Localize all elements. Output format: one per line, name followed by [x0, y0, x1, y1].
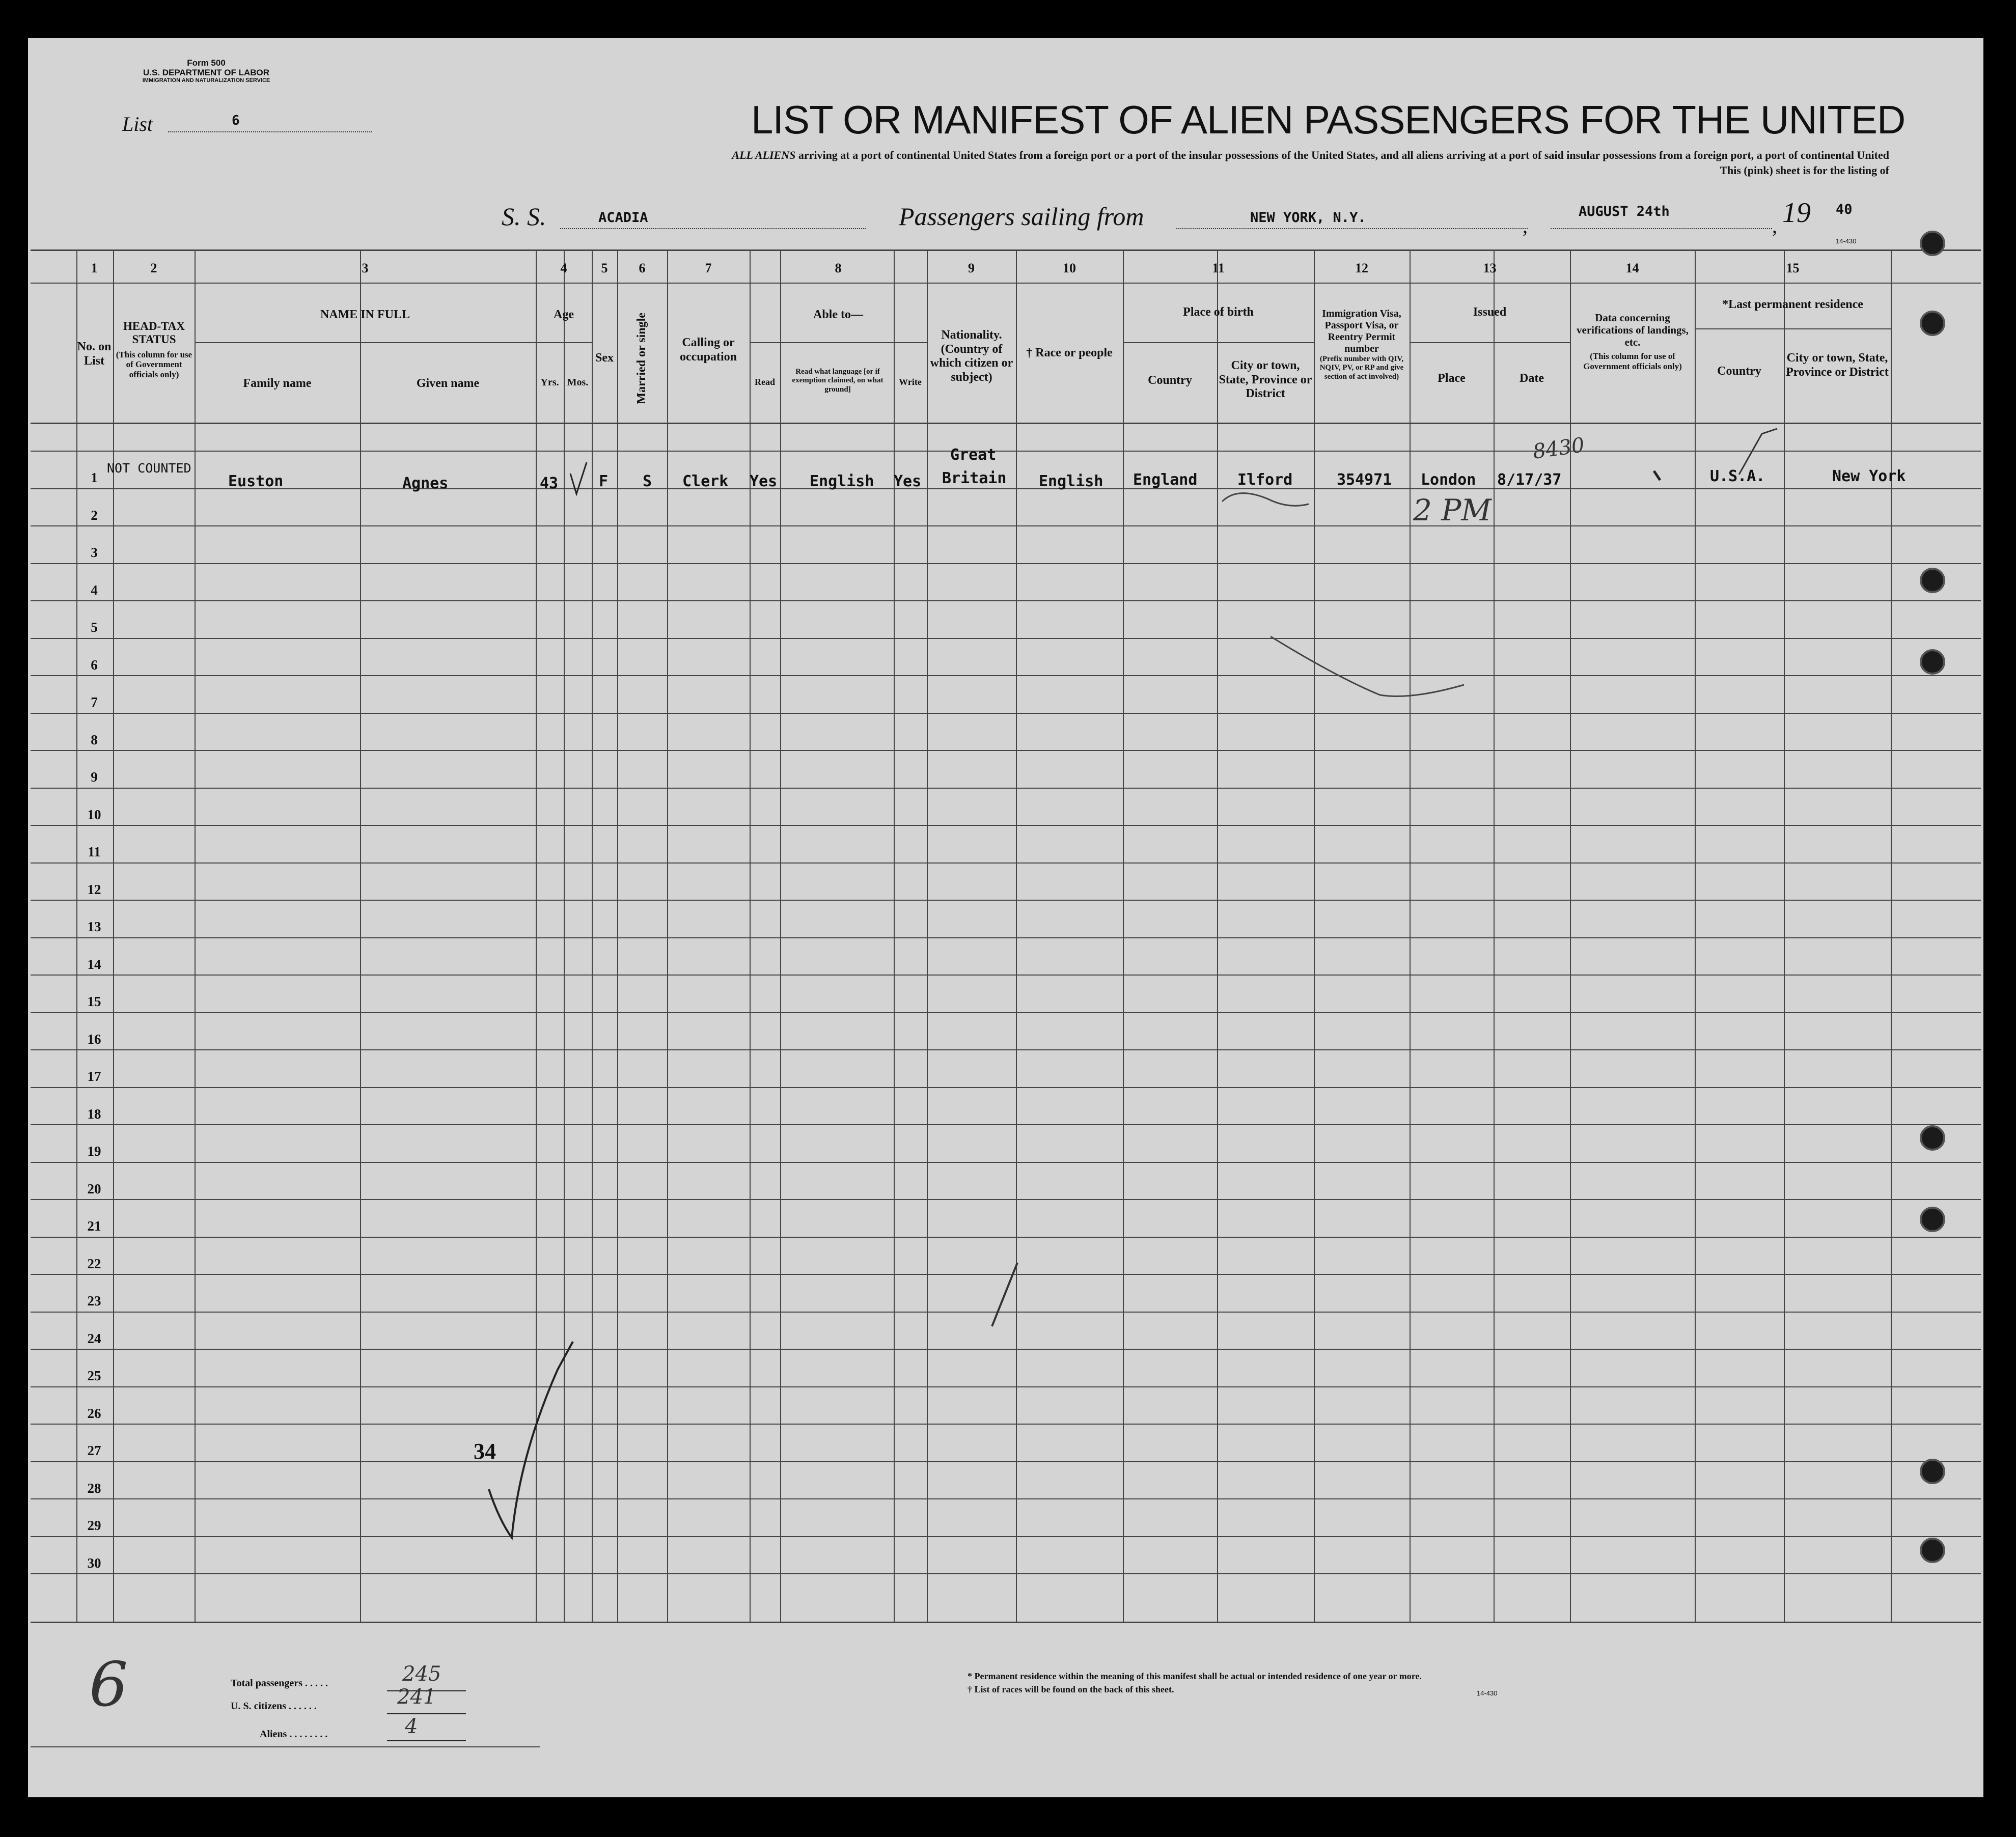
header-res-city: City or town, State, Province or District — [1786, 351, 1889, 379]
footnote-permanent-residence: * Permanent residence within the meaning of this manifest shall be actual or intended residence of one year or more. — [968, 1671, 1422, 1681]
row-number: 21 — [87, 1218, 101, 1234]
colnum-6: 6 — [639, 261, 646, 275]
year-suffix: 40 — [1836, 202, 1853, 217]
pen-curve — [1271, 636, 1464, 697]
header-birth-city: City or town, State, Province or District — [1219, 359, 1312, 401]
punch-hole — [1920, 568, 1945, 593]
checkmark-residence — [1739, 429, 1777, 475]
colnum-8: 8 — [835, 261, 842, 275]
row-number: 7 — [91, 694, 98, 710]
head-tax-status: NOT COUNTED — [107, 461, 191, 476]
header-yrs: Yrs. — [540, 377, 559, 388]
sex: F — [599, 472, 609, 490]
department-name: U.S. DEPARTMENT OF LABOR — [143, 67, 270, 77]
given-name: Agnes — [402, 475, 449, 492]
colnum-5: 5 — [601, 261, 608, 275]
occupation: Clerk — [682, 472, 729, 490]
row-number: 8 — [91, 732, 98, 747]
colnum-4: 4 — [560, 261, 567, 275]
row-number: 2 — [91, 508, 98, 523]
form-number: Form 500 — [187, 58, 226, 68]
header-sex: Sex — [595, 351, 614, 365]
header-family-name: Family name — [243, 377, 312, 390]
punch-hole — [1920, 1459, 1945, 1484]
row-number: 9 — [91, 769, 98, 785]
year-prefix: 19 — [1782, 197, 1811, 229]
page-title: LIST OR MANIFEST OF ALIEN PASSENGERS FOR THE UNITED — [751, 97, 1905, 142]
visa-note: (Prefix number with QIV, NQIV, PV, or RP and give section of act involved) — [1319, 355, 1404, 381]
pen-stroke — [992, 1263, 1017, 1326]
row-number: 24 — [87, 1331, 101, 1346]
colnum-14: 14 — [1625, 261, 1639, 275]
tally-number: 34 — [474, 1439, 496, 1464]
row-number: 23 — [87, 1293, 101, 1309]
colnum-10: 10 — [1063, 261, 1076, 275]
row-number: 5 — [91, 620, 98, 635]
age-years: 43 — [540, 475, 559, 492]
visa-label: Immigration Visa, Passport Visa, or Reentry Permit number — [1322, 308, 1401, 354]
header-no-on-list: No. on List — [77, 340, 112, 368]
colnum-2: 2 — [150, 261, 157, 275]
checkmark-age — [570, 462, 587, 494]
header-name-in-full: NAME IN FULL — [320, 308, 410, 321]
residence-country: U.S.A. — [1710, 467, 1765, 485]
header-calling: Calling or occupation — [679, 336, 737, 364]
aliens-count: 4 — [405, 1715, 418, 1738]
us-citizens-label: U. S. citizens . . . . . . — [231, 1701, 317, 1712]
corner-code: 14-430 — [1836, 237, 1857, 245]
sailing-label: Passengers sailing from — [899, 202, 1144, 231]
margin-number: 6 — [89, 1650, 128, 1720]
comma-2: , — [1772, 214, 1777, 237]
visa-number: 354971 — [1337, 471, 1392, 489]
can-write: Yes — [894, 472, 922, 490]
row-number: 13 — [87, 919, 101, 934]
row-number: 16 — [87, 1032, 101, 1047]
row-number: 6 — [91, 657, 98, 673]
all-aliens-label: ALL ALIENS — [732, 149, 796, 161]
row-number: 15 — [87, 994, 101, 1009]
port-text: NEW YORK, N.Y. — [1250, 210, 1366, 226]
colnum-7: 7 — [705, 261, 712, 275]
punch-hole — [1920, 1538, 1945, 1563]
colnum-15: 15 — [1786, 261, 1800, 275]
row-number: 29 — [87, 1518, 101, 1533]
head-tax-note: (This column for use of Government officials only) — [116, 349, 192, 379]
race: English — [1039, 472, 1103, 490]
handwritten-time: 2 PM — [1413, 493, 1492, 527]
ship-name: ACADIA — [598, 210, 648, 226]
header-issued: Issued — [1473, 305, 1507, 319]
total-passengers: 245 — [402, 1662, 441, 1686]
header-given-name: Given name — [416, 377, 480, 390]
list-number: 6 — [232, 113, 240, 128]
row-number: 27 — [87, 1443, 101, 1458]
colnum-13: 13 — [1483, 261, 1497, 275]
verification-label: Data concerning verifications of landings, etc. — [1577, 312, 1689, 349]
us-citizens-line — [387, 1713, 466, 1714]
read-language: English — [810, 472, 874, 490]
row-number: 20 — [87, 1181, 101, 1196]
header-read: Read — [755, 377, 775, 387]
marital-status: S — [643, 472, 652, 490]
row-number: 22 — [87, 1256, 101, 1271]
colnum-9: 9 — [968, 261, 975, 275]
colnum-12: 12 — [1355, 261, 1368, 275]
punch-hole — [1920, 649, 1945, 675]
colnum-11: 11 — [1212, 261, 1225, 275]
nationality-line2: Britain — [942, 469, 1007, 487]
tick-verification — [1654, 471, 1660, 480]
punch-hole — [1920, 1125, 1945, 1151]
row-number: 3 — [91, 545, 98, 560]
handwritten-number: 8430 — [1531, 433, 1586, 464]
row-number: 12 — [87, 882, 101, 897]
punch-hole — [1920, 1207, 1945, 1232]
header-place-of-birth: Place of birth — [1183, 305, 1254, 319]
tally-checkmark — [489, 1342, 573, 1538]
aliens-label: Aliens . . . . . . . . — [260, 1729, 328, 1740]
header-age: Age — [554, 308, 574, 321]
header-issued-place: Place — [1438, 372, 1466, 385]
total-passengers-label: Total passengers . . . . . — [231, 1678, 328, 1689]
footer-code: 14-430 — [1477, 1689, 1498, 1697]
row-number: 17 — [87, 1069, 101, 1084]
colnum-1: 1 — [91, 261, 98, 275]
residence-city: New York — [1832, 467, 1906, 485]
punch-hole — [1920, 311, 1945, 336]
us-citizens: 241 — [397, 1685, 436, 1709]
pink-sheet-note: This (pink) sheet is for the listing of — [1720, 164, 1889, 177]
family-name: Euston — [228, 472, 284, 490]
header-race: † Race or people — [1026, 346, 1113, 359]
instructions-text: arriving at a port of continental United States from a foreign port or a port of the insular possessions of the United States, and all aliens arriving at a port of said insular possessions from a foreign port, a port of continental United — [795, 149, 1889, 161]
aliens-line — [387, 1740, 466, 1741]
footnote-races: † List of races will be found on the back of this sheet. — [968, 1684, 1174, 1694]
head-tax-label: HEAD-TAX STATUS — [123, 320, 185, 346]
header-last-residence: *Last permanent residence — [1722, 298, 1863, 311]
punch-hole — [1920, 231, 1945, 256]
birth-country: England — [1133, 471, 1198, 489]
scribble-ilford — [1222, 493, 1309, 506]
issued-place: London — [1421, 471, 1476, 489]
row-number: 30 — [87, 1555, 101, 1571]
can-read: Yes — [750, 472, 778, 490]
header-married: Married or single — [635, 313, 649, 404]
service-name: IMMIGRATION AND NATURALIZATION SERVICE — [142, 77, 270, 84]
verification-note: (This column for use of Government officials only) — [1583, 351, 1682, 371]
sailing-date: AUGUST 24th — [1579, 204, 1670, 219]
row-number: 26 — [87, 1406, 101, 1421]
header-read-language: Read what language [or if exemption claimed, on what ground] — [792, 368, 883, 394]
header-able-to: Able to— — [813, 308, 863, 321]
header-issued-date: Date — [1520, 372, 1544, 385]
ss-label: S. S. — [502, 202, 546, 231]
issued-date: 8/17/37 — [1497, 471, 1562, 489]
row-number: 4 — [91, 582, 98, 598]
header-mos: Mos. — [567, 377, 589, 388]
row-number: 11 — [88, 844, 101, 859]
nationality-line1: Great — [950, 446, 997, 464]
header-birth-country: Country — [1148, 374, 1192, 387]
header-nationality: Nationality. (Country of which citizen or subject) — [930, 328, 1013, 384]
birth-city: Ilford — [1237, 471, 1293, 489]
comma-1: , — [1523, 214, 1528, 237]
row-number: 18 — [87, 1106, 101, 1122]
row-number: 28 — [87, 1481, 101, 1496]
row-number: 25 — [87, 1368, 101, 1383]
list-label: List — [122, 113, 153, 135]
row-number: 10 — [87, 807, 101, 822]
colnum-3: 3 — [362, 261, 369, 275]
row-number: 1 — [91, 470, 98, 485]
header-write: Write — [899, 377, 922, 387]
header-res-country: Country — [1717, 365, 1761, 378]
row-number: 19 — [87, 1144, 101, 1159]
row-number: 14 — [87, 957, 101, 972]
